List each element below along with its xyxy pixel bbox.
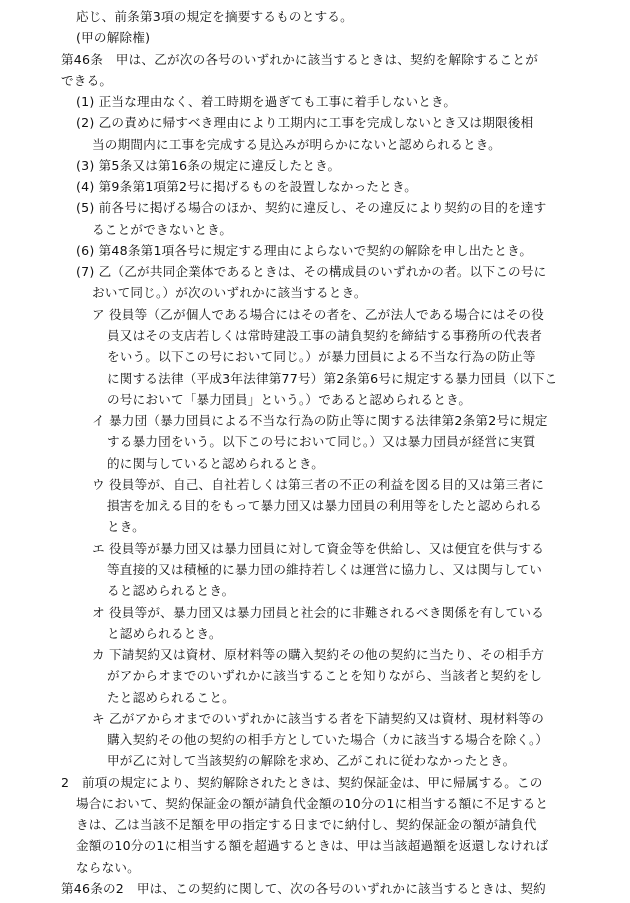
sub-item: エ 役員等が暴力団又は暴力団員に対して資金等を供給し、又は便宜を供与する (92, 541, 544, 556)
text-line: 場合において、契約保証金の額が請負代金額の10分の1に相当する額に不足すると (76, 796, 549, 811)
sub-item: ア 役員等（乙が個人である場合にはその者を、乙が法人である場合にはその役 (92, 307, 544, 322)
list-item: (7) 乙（乙が共同企業体であるときは、その構成員のいずれかの者。以下この号に (76, 264, 547, 279)
text-line: 員又はその支店若しくは常時建設工事の請負契約を締結する事務所の代表者 (107, 328, 542, 343)
text-line: 甲が乙に対して当該契約の解除を求め、乙がこれに従わなかったとき。 (107, 753, 516, 768)
text-line: おいて同じ。）が次のいずれかに該当するとき。 (92, 285, 367, 300)
sub-item: イ 暴力団（暴力団員による不当な行為の防止等に関する法律第2条第2号に規定 (92, 413, 548, 428)
sub-item: キ 乙がアからオまでのいずれかに該当する者を下請契約又は資材、現材料等の (92, 711, 544, 726)
text-line: とき。 (107, 519, 145, 534)
text-line: 損害を加える目的をもって暴力団又は暴力団員の利用等をしたと認められる (107, 498, 542, 513)
article-title: 第46条 甲は、乙が次の各号のいずれかに該当するときは、契約を解除することが (61, 52, 538, 67)
text-line: ならない。 (76, 860, 140, 875)
text-line: する暴力団をいう。以下この号において同じ。）又は暴力団員が経営に実質 (107, 434, 536, 449)
section-heading: (甲の解除権) (76, 30, 151, 45)
sub-item: オ 役員等が、暴力団又は暴力団員と社会的に非難されるべき関係を有している (92, 605, 544, 620)
text-line: 金額の10分の1に相当する額を超過するときは、甲は当該超過額を返還しなければ (76, 838, 549, 853)
text-line: をいう。以下この号において同じ。）が暴力団員による不当な行為の防止等 (107, 349, 536, 364)
text-line: できる。 (61, 73, 113, 88)
text-line: ることができないとき。 (92, 222, 233, 237)
article-title: 第46条の2 甲は、この契約に関して、次の各号のいずれかに該当するときは、契約 (61, 881, 546, 896)
text-line: きは、乙は当該不足額を甲の指定する日までに納付し、契約保証金の額が請負代 (76, 817, 537, 832)
sub-item: ウ 役員等が、自己、自社若しくは第三者の不正の利益を図る目的又は第三者に (92, 477, 544, 492)
list-item: (1) 正当な理由なく、着工時期を過ぎても工事に着手しないとき。 (76, 94, 457, 109)
list-item: (2) 乙の責めに帰すべき理由により工期内に工事を完成しないとき又は期限後相 (76, 115, 534, 130)
text-line: 等直接的又は積極的に暴力団の維持若しくは運営に協力し、又は関与してい (107, 562, 542, 577)
text-line: の号において「暴力団員」という。）であると認められるとき。 (107, 392, 472, 407)
text-line: と認められるとき。 (107, 626, 222, 641)
text-line: がアからオまでのいずれかに該当することを知りながら、当該者と契約をし (107, 668, 542, 683)
text-line: に関する法律（平成3年法律第77号）第2条第6号に規定する暴力団員（以下こ (107, 371, 558, 386)
text-line: たと認められること。 (107, 690, 235, 705)
list-item: (5) 前各号に掲げる場合のほか、契約に違反し、その違反により契約の目的を達す (76, 200, 547, 215)
sub-item: カ 下請契約又は資材、原材料等の購入契約その他の契約に当たり、その相手方 (92, 647, 544, 662)
text-line: 的に関与していると認められるとき。 (107, 456, 324, 471)
text-line: 購入契約その他の契約の相手方としていた場合（カに該当する場合を除く。） (107, 732, 549, 747)
list-item: (6) 第48条第1項各号に規定する理由によらないで契約の解除を申し出たとき。 (76, 243, 533, 258)
text-line: 応じ、前条第3項の規定を摘要するものとする。 (76, 9, 353, 24)
list-item: (3) 第5条又は第16条の規定に違反したとき。 (76, 158, 341, 173)
paragraph-2: 2 前項の規定により、契約解除されたときは、契約保証金は、甲に帰属する。この (61, 775, 543, 790)
text-line: ると認められるとき。 (107, 583, 235, 598)
text-line: 当の期間内に工事を完成する見込みが明らかにないと認められるとき。 (92, 137, 501, 152)
list-item: (4) 第9条第1項第2号に掲げるものを設置しなかったとき。 (76, 179, 418, 194)
